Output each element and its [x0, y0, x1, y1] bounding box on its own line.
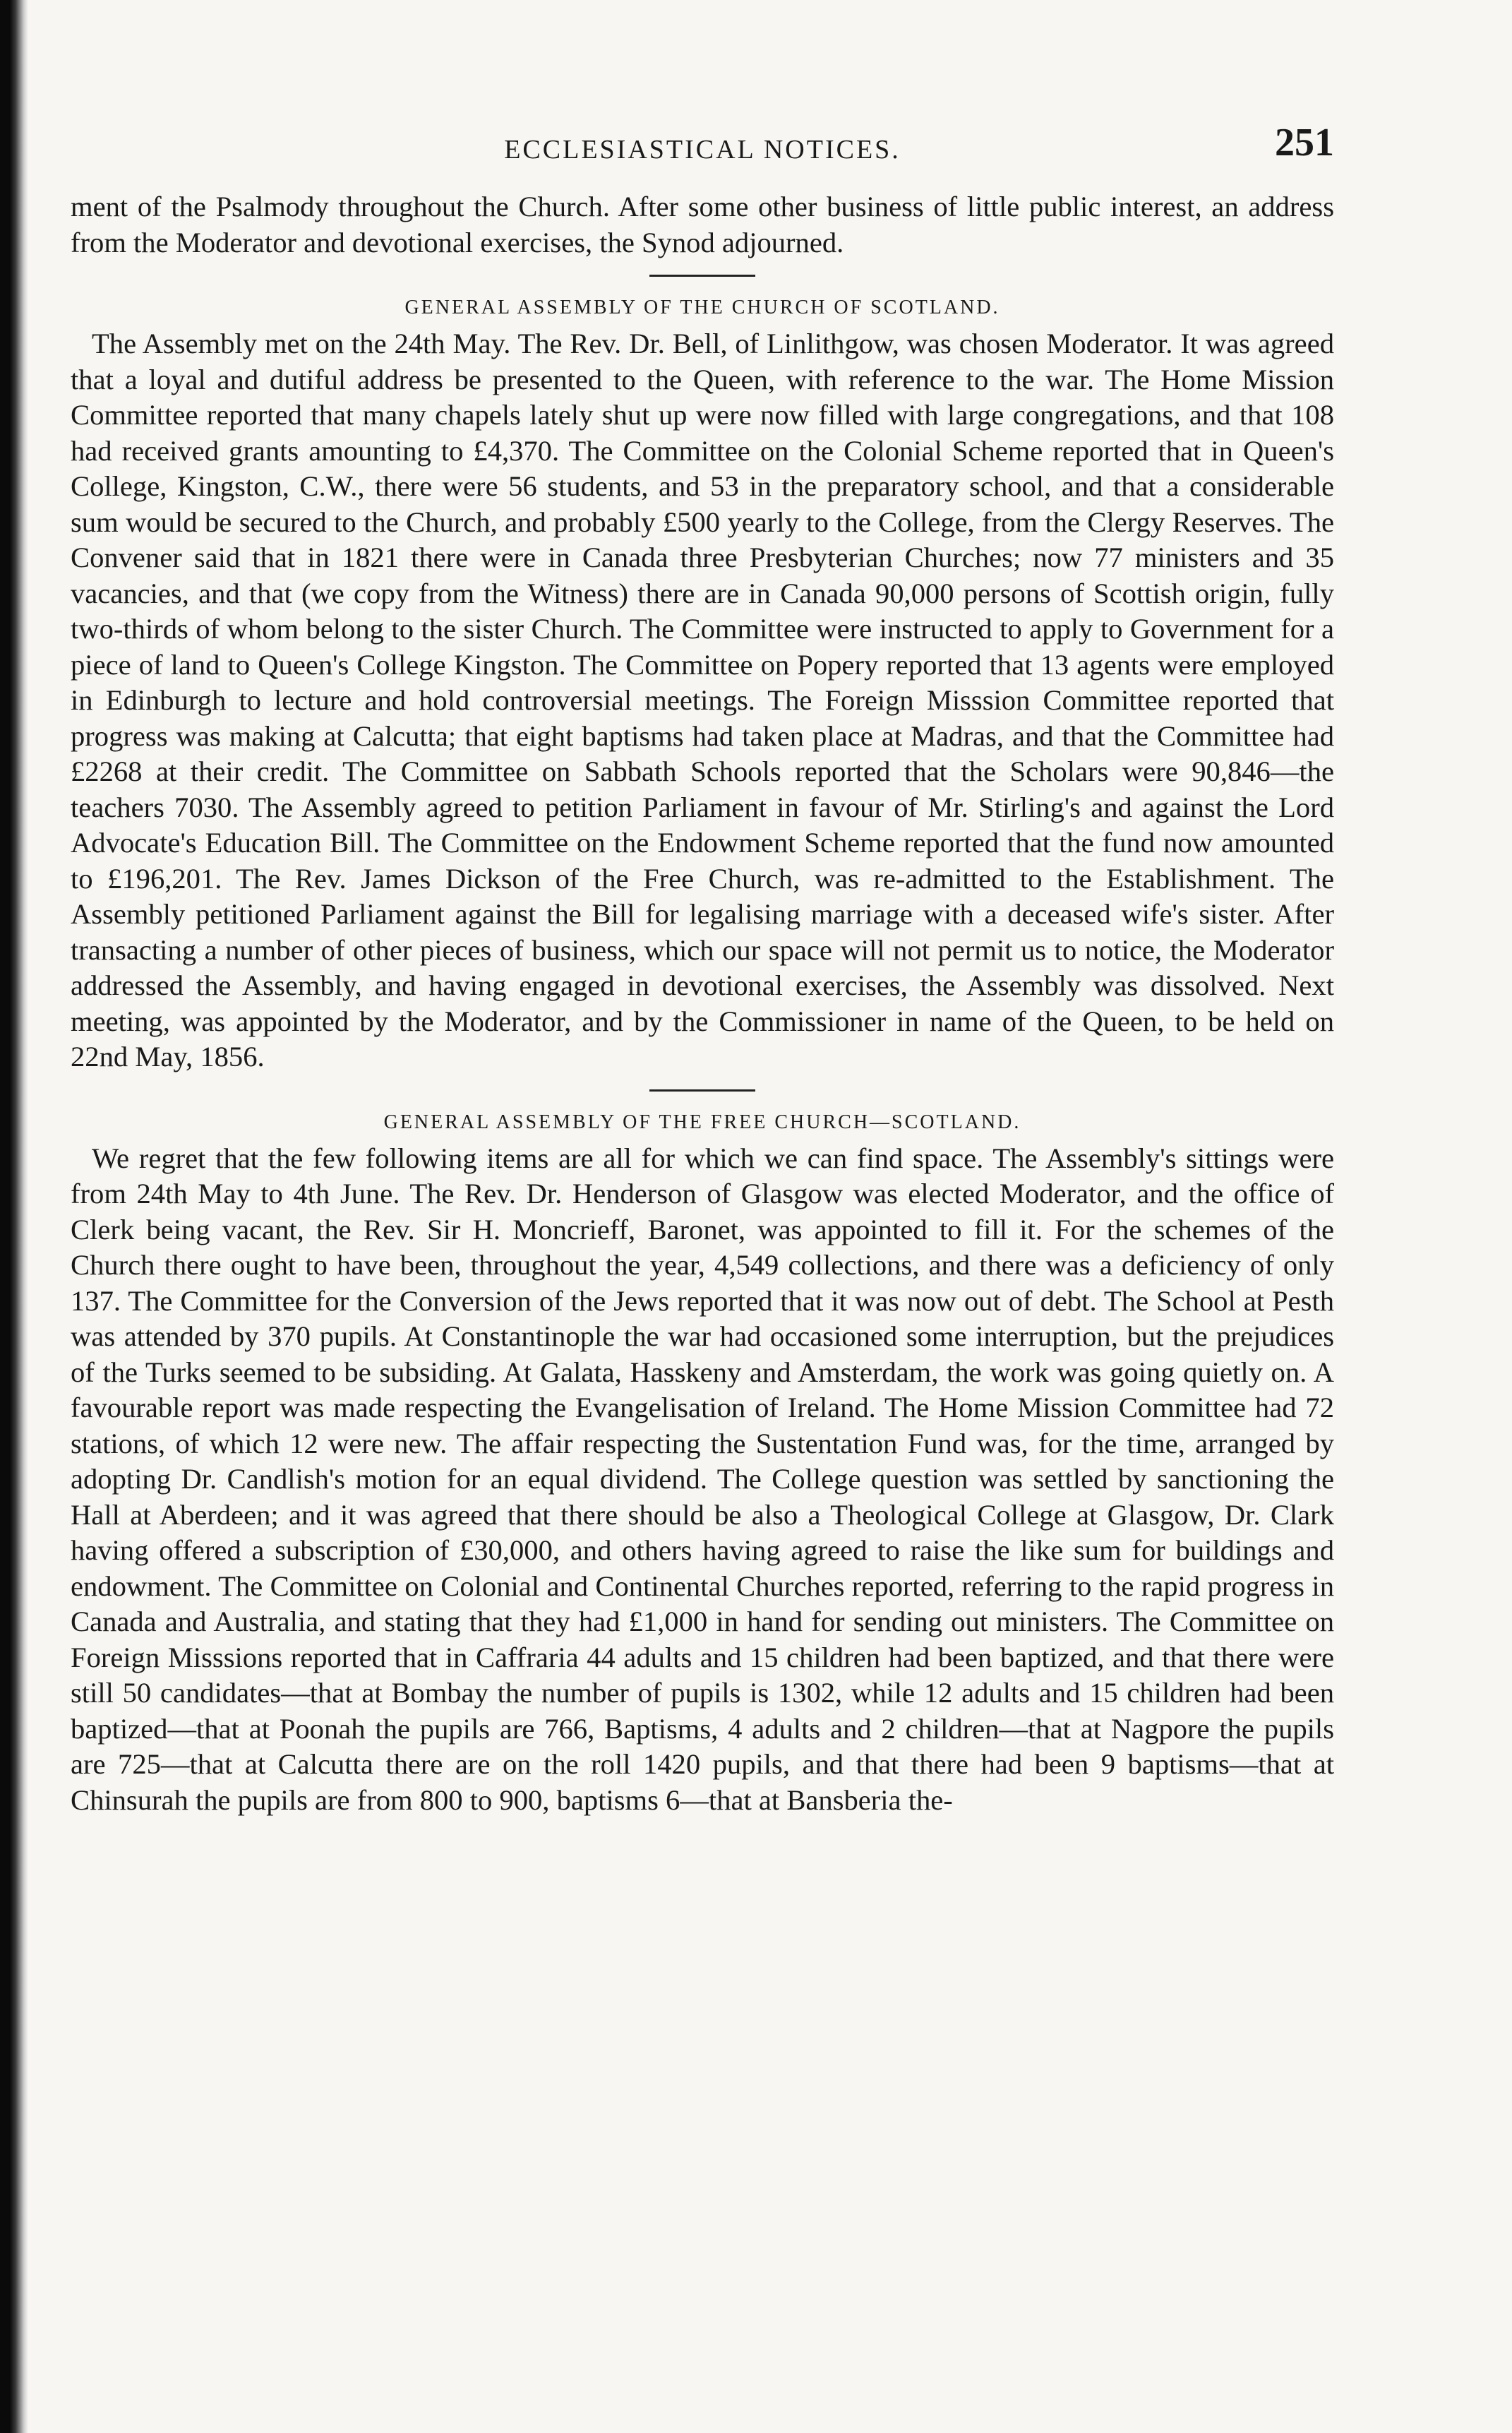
- book-page: [71, 106, 1334, 1818]
- section-divider: [649, 275, 755, 277]
- section-divider: [649, 1089, 755, 1092]
- church-of-scotland-paragraph: The Assembly met on the 24th May. The Rev. Dr. Bell, of Linlithgow, was chosen Moderator. It was agreed that a loyal and dutiful address be presented to the Queen, with reference to the war. The Home Mission Committee reported that many chapels lately shut up were now filled with large congregations, and that 108 had received grants amounting to £4,370. The Committee on the Colonial Scheme reported that in Queen's College, Kingston, C.W., there were 56 students, and 53 in the preparatory school, and that a considerable sum would be secured to the Church, and probably £500 yearly to the College, from the Clergy Reserves. The Convener said that in 1821 there were in Canada three Presbyterian Churches; now 77 ministers and 35 vacancies, and that (we copy from the Witness) there are in Canada 90,000 persons of Scottish origin, fully two-thirds of whom belong to the sister Church. The Committee were instructed to apply to Government for a piece of land to Queen's College Kingston. The Committee on Popery reported that 13 agents were employed in Edinburgh to lecture and hold controversial meetings. The Foreign Misssion Committee reported that progress was making at Calcutta; that eight baptisms had taken place at Madras, and that the Committee had £2268 at their credit. The Committee on Sabbath Schools reported that the Scholars were 90,846—the teachers 7030. The Assembly agreed to petition Parliament in favour of Mr. Stirling's and against the Lord Advocate's Education Bill. The Committee on the Endowment Scheme reported that the fund now amounted to £196,201. The Rev. James Dickson of the Free Church, was re-admitted to the Establishment. The Assembly petitioned Parliament against the Bill for legalising marriage with a deceased wife's sister. After transacting a number of other pieces of business, which our space will not permit us to notice, the Moderator addressed the Assembly, and having engaged in devotional exercises, the Assembly was dissolved. Next meeting, was appointed by the Moderator, and by the Commissioner in name of the Queen, to be held on 22nd May, 1856.: [71, 328, 1334, 1072]
- running-header: [71, 106, 1334, 184]
- page-number: 251: [1275, 121, 1334, 165]
- section-heading-church-of-scotland: GENERAL ASSEMBLY OF THE CHURCH OF SCOTLAND.: [404, 297, 1000, 318]
- section-heading-free-church: GENERAL ASSEMBLY OF THE FREE CHURCH—SCOTLAND.: [383, 1111, 1021, 1133]
- running-title: ECCLESIASTICAL NOTICES.: [504, 135, 901, 165]
- free-church-paragraph: We regret that the few following items are all for which we can find space. The Assembly's sittings were from 24th May to 4th June. The Rev. Dr. Henderson of Glasgow was elected Moderator, and the office of Clerk being vacant, the Rev. Sir H. Moncrieff, Baronet, was appointed to fill it. For the schemes of the Church there ought to have been, throughout the year, 4,549 collections, and there was a deficiency of only 137. The Committee for the Conversion of the Jews reported that it was now out of debt. The School at Pesth was attended by 370 pupils. At Constantinople the war had occasioned some interruption, but the prejudices of the Turks seemed to be subsiding. At Galata, Hasskeny and Amsterdam, the work was going quietly on. A favourable report was made respecting the Evangelisation of Ireland. The Home Mission Committee had 72 stations, of which 12 were new. The affair respecting the Sustentation Fund was, for the time, arranged by adopting Dr. Candlish's motion for an equal dividend. The College question was settled by sanctioning the Hall at Aberdeen; and it was agreed that there should be also a Theological College at Glasgow, Dr. Clark having offered a subscription of £30,000, and others having agreed to raise the like sum for buildings and endowment. The Committee on Colonial and Continental Churches reported, referring to the rapid progress in Canada and Australia, and stating that they had £1,000 in hand for sending out ministers. The Committee on Foreign Misssions reported that in Caffraria 44 adults and 15 children had been baptized, and that there were still 50 candidates—that at Bombay the number of pupils is 1302, while 12 adults and 15 children had been baptized—that at Poonah the pupils are 766, Baptisms, 4 adults and 2 children—that at Nagpore the pupils are 725—that at Calcutta there are on the roll 1420 pupils, and that there had been 9 baptisms—that at Chinsurah the pupils are from 800 to 900, baptisms 6—that at Bansberia the-: [71, 1142, 1334, 1816]
- continued-paragraph: ment of the Psalmody throughout the Church. After some other business of little public interest, an address from the Moderator and devotional exercises, the Synod adjourned.: [71, 191, 1334, 258]
- book-binding-edge: [0, 0, 28, 2433]
